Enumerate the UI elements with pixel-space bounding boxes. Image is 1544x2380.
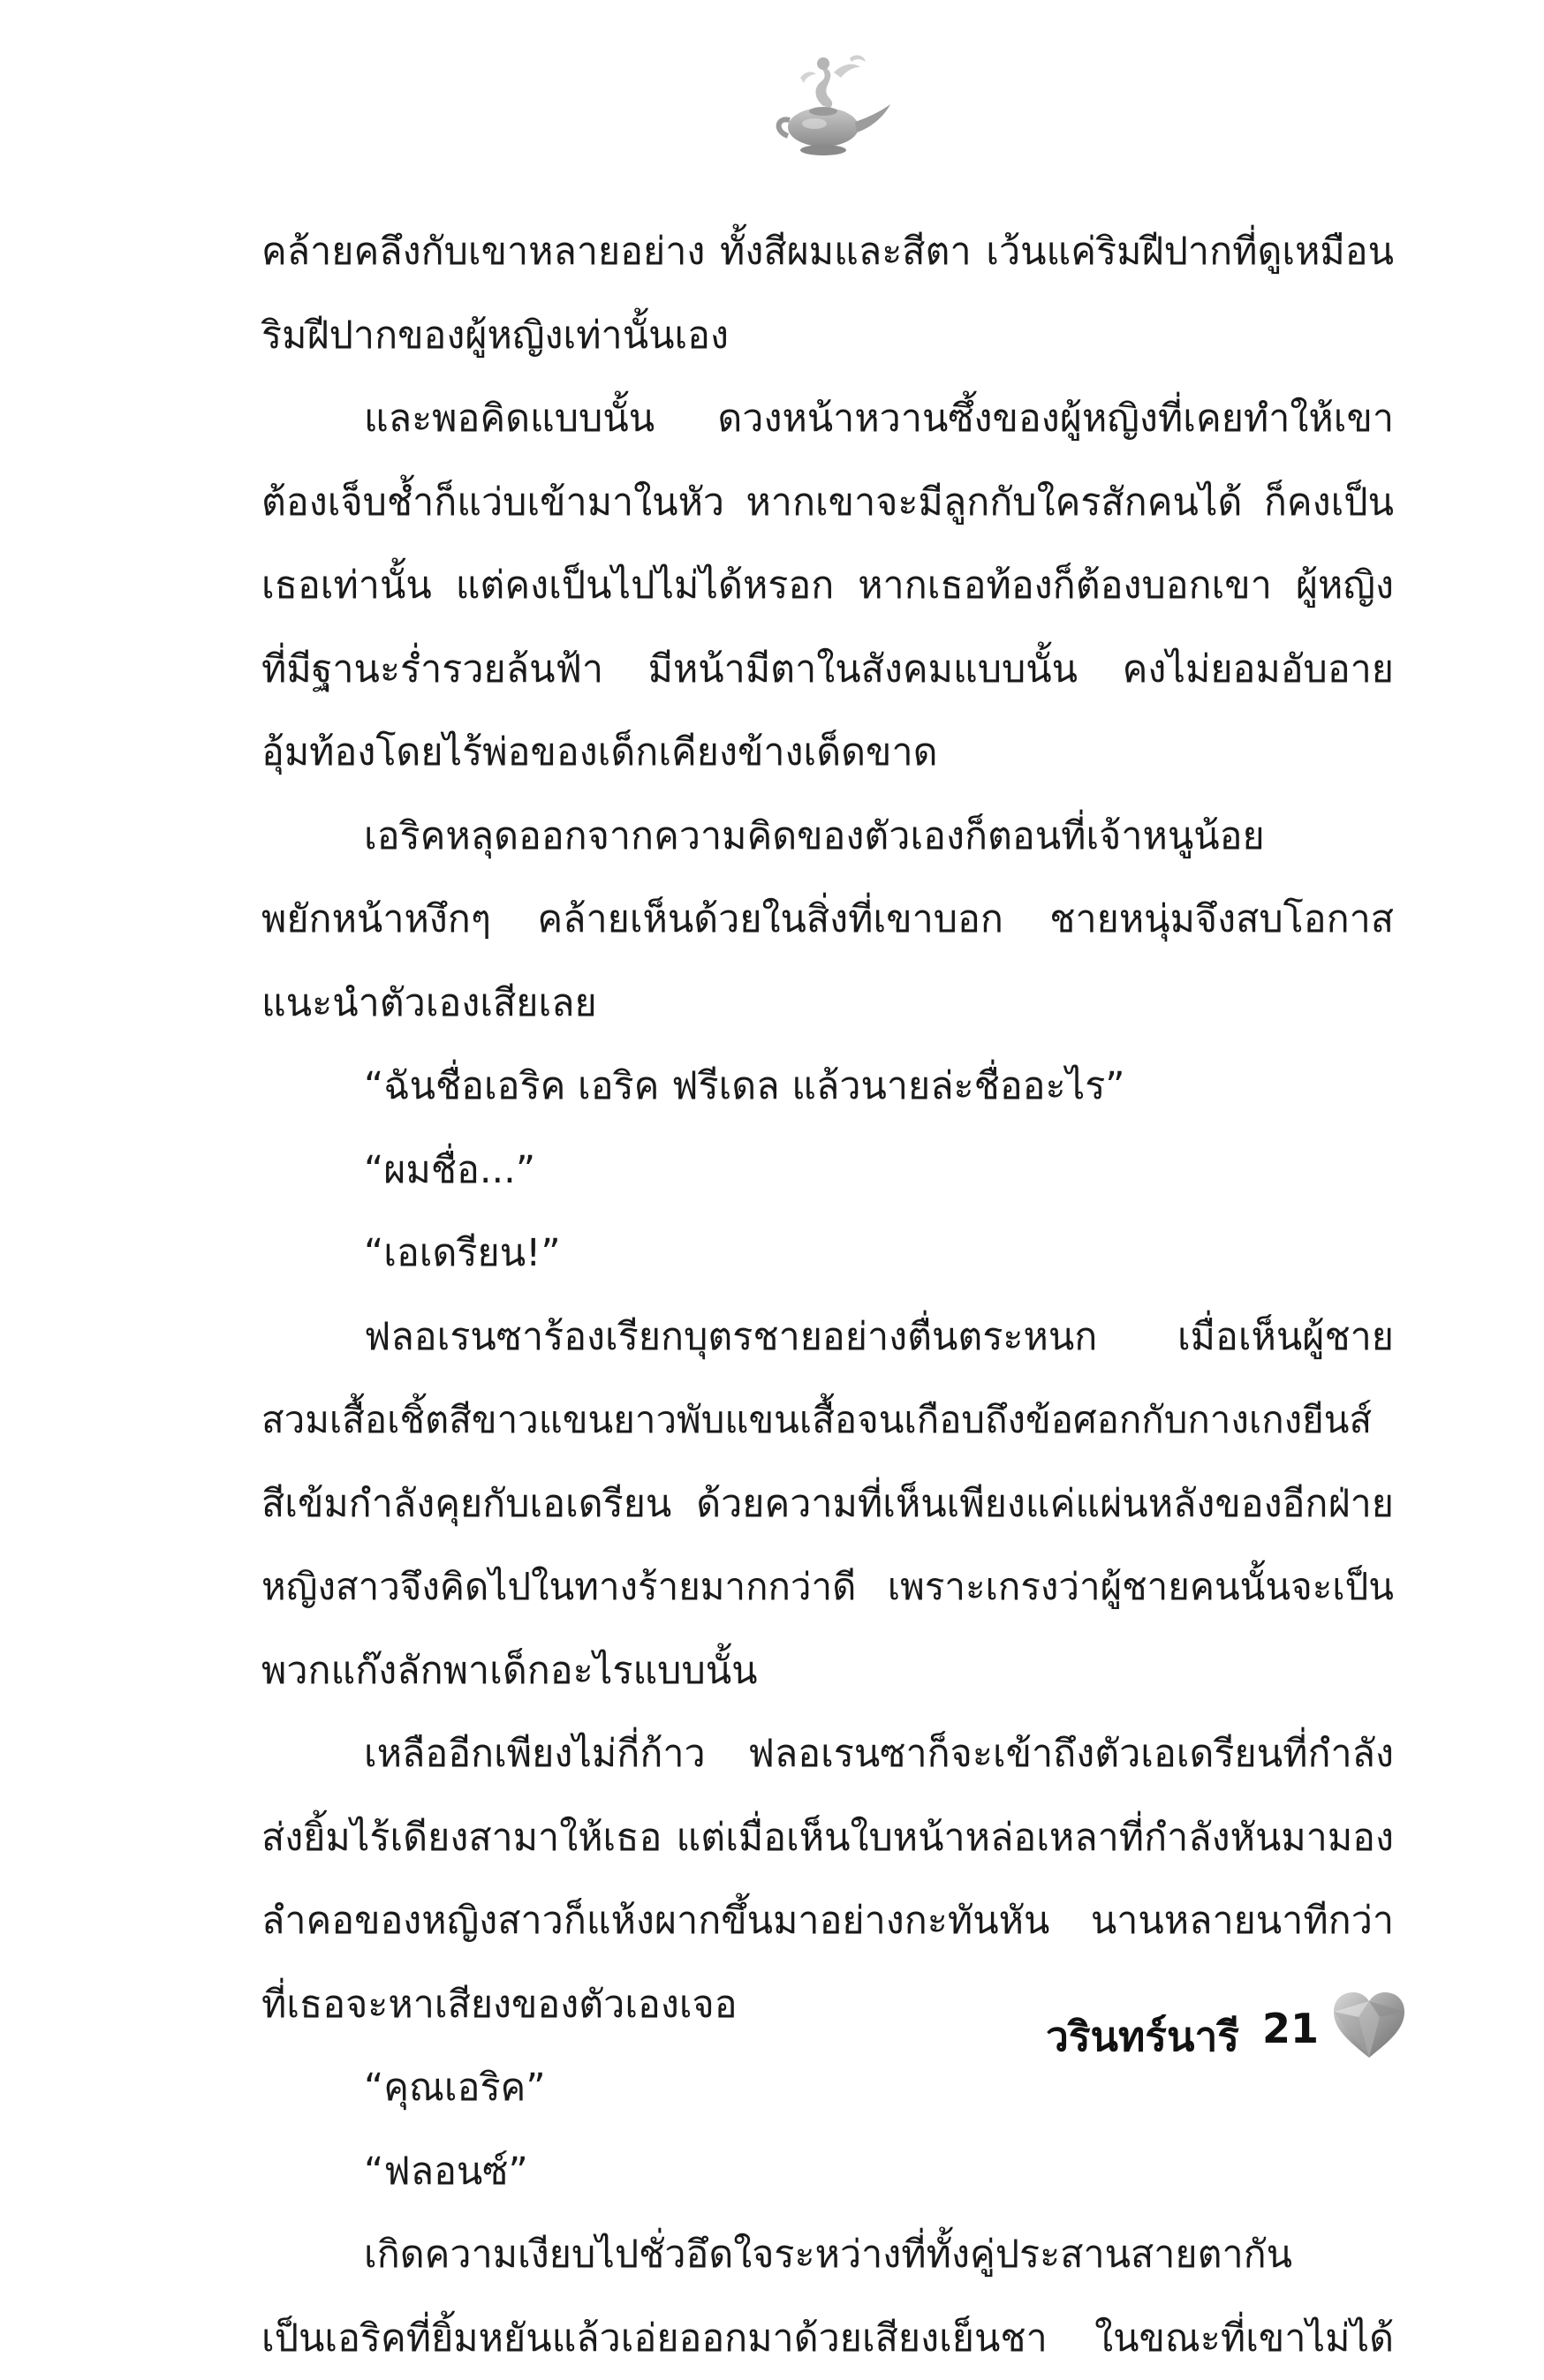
- text-line: ต้องเจ็บช้ำก็แว่บเข้ามาในหัว หากเขาจะมีลูกกับใครสักคนได้ ก็คงเป็น: [261, 461, 1394, 545]
- text-line: สีเข้มกำลังคุยกับเอเดรียน ด้วยความที่เห็นเพียงแค่แผ่นหลังของอีกฝ่าย: [261, 1462, 1394, 1546]
- text-line: เธอเท่านั้น แต่คงเป็นไปไม่ได้หรอก หากเธอท้องก็ต้องบอกเขา ผู้หญิง: [261, 544, 1394, 628]
- page-footer: [0, 1978, 1544, 2066]
- text-line: เหลืออีกเพียงไม่กี่ก้าว ฟลอเรนซาก็จะเข้าถึงตัวเอเดรียนที่กำลัง: [261, 1712, 1394, 1796]
- text-line: เกิดความเงียบไปชั่วอึดใจระหว่างที่ทั้งคู่ประสานสายตากัน: [261, 2213, 1394, 2297]
- text-line: “เอเดรียน!”: [261, 1212, 1394, 1296]
- text-line: “ผมชื่อ...”: [261, 1129, 1394, 1213]
- text-line: หญิงสาวจึงคิดไปในทางร้ายมากกว่าดี เพราะเกรงว่าผู้ชายคนนั้นจะเป็น: [261, 1545, 1394, 1629]
- text-line: “คุณเอริค”: [261, 2046, 1394, 2130]
- text-line: “ฟลอนซ์”: [261, 2130, 1394, 2214]
- book-title: วรินทร์นารี: [1046, 2005, 1239, 2069]
- text-line: เอริคหลุดออกจากความคิดของตัวเองก็ตอนที่เจ้าหนูน้อย: [261, 795, 1394, 879]
- text-line: พยักหน้าหงึกๆ คล้ายเห็นด้วยในสิ่งที่เขาบอก ชายหนุ่มจึงสบโอกาส: [261, 878, 1394, 962]
- teapot-genie-icon: [761, 51, 894, 166]
- heart-gem-icon: [1332, 1991, 1406, 2059]
- text-line: สวมเสื้อเชิ้ตสีขาวแขนยาวพับแขนเสื้อจนเกือบถึงข้อศอกกับกางเกงยีนส์: [261, 1379, 1394, 1462]
- text-line: แนะนำตัวเองเสียเลย: [261, 962, 1394, 1046]
- text-line: ที่เธอจะหาเสียงของตัวเองเจอ: [261, 1963, 1394, 2047]
- page-number: 21: [1262, 2005, 1319, 2052]
- text-line: คล้ายคลึงกับเขาหลายอย่าง ทั้งสีผมและสีตา เว้นแค่ริมฝีปากที่ดูเหมือน: [261, 210, 1394, 294]
- text-line: อุ้มท้องโดยไร้พ่อของเด็กเคียงข้างเด็ดขาด: [261, 711, 1394, 795]
- text-line: ริมฝีปากของผู้หญิงเท่านั้นเอง: [261, 294, 1394, 378]
- text-line: เป็นเอริคที่ยิ้มหยันแล้วเอ่ยออกมาด้วยเสียงเย็นชา ในขณะที่เขาไม่ได้: [261, 2297, 1394, 2380]
- text-line: และพอคิดแบบนั้น ดวงหน้าหวานซึ้งของผู้หญิงที่เคยทำให้เขา: [261, 377, 1394, 461]
- text-line: ลำคอของหญิงสาวก็แห้งผากขึ้นมาอย่างกะทันหัน นานหลายนาทีกว่า: [261, 1879, 1394, 1963]
- text-line: ฟลอเรนซาร้องเรียกบุตรชายอย่างตื่นตระหนก เมื่อเห็นผู้ชาย: [261, 1296, 1394, 1379]
- text-line: ส่งยิ้มไร้เดียงสามาให้เธอ แต่เมื่อเห็นใบหน้าหล่อเหลาที่กำลังหันมามอง: [261, 1796, 1394, 1880]
- text-line: ที่มีฐานะร่ำรวยล้นฟ้า มีหน้ามีตาในสังคมแบบนั้น คงไม่ยอมอับอาย: [261, 628, 1394, 712]
- text-line: พวกแก๊งลักพาเด็กอะไรแบบนั้น: [261, 1629, 1394, 1713]
- text-line: “ฉันชื่อเอริค เอริค ฟรีเดล แล้วนายล่ะชื่ออะไร”: [261, 1045, 1394, 1129]
